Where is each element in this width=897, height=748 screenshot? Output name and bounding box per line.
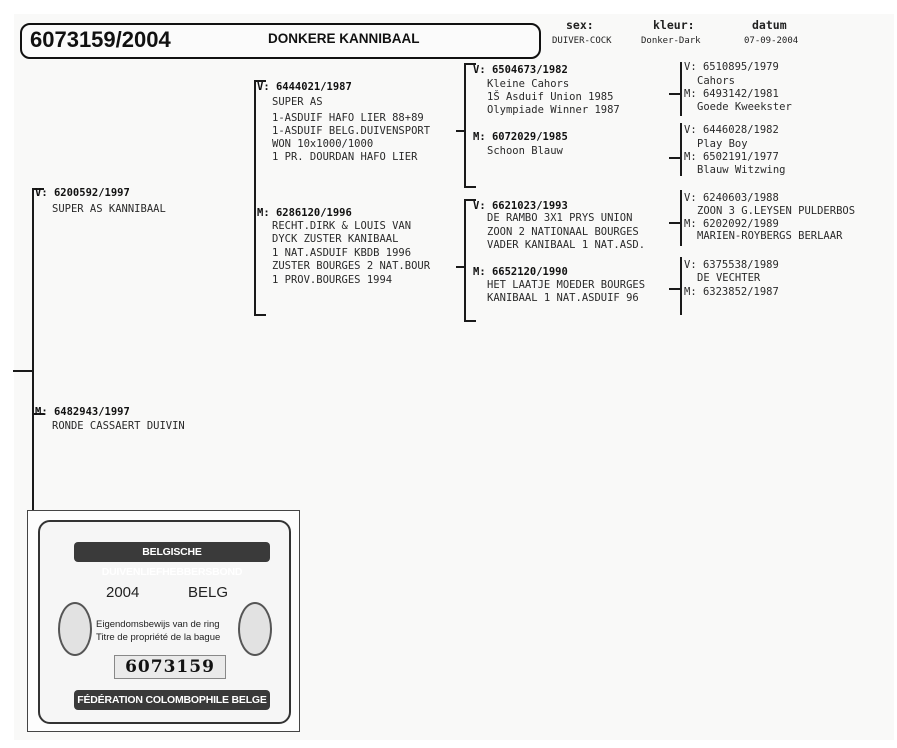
sire-dam-line: 1 PROV.BOURGES 1994 [272,274,393,286]
gen4-connector [669,222,681,224]
certificate-line-nl: Eigendomsbewijs van de ring [96,619,220,630]
mother-name: RONDE CASSAERT DUIVIN [52,420,185,432]
certificate-country: BELG [188,584,229,601]
gen2-bracket [254,80,256,316]
g3-ring: M: 6072029/1985 [473,131,568,143]
g3-line: DE RAMBO 3X1 PRYS UNION [487,212,633,224]
colour-value: Donker-Dark [641,36,701,46]
gen3-tick [464,320,476,322]
g3-line: VADER KANIBAAL 1 NAT.ASD. [487,239,646,251]
gen4-bracket [680,62,682,116]
date-label: datum [752,18,787,32]
gen3-connector [456,130,465,132]
colour-label: kleur: [653,18,695,32]
sire-sire-line: SUPER AS [272,96,323,108]
g3-line: Olympiade Winner 1987 [487,104,620,116]
sire-sire-ring: V: 6444021/1987 [257,81,352,93]
ring-certificate [27,510,300,732]
gen3-tick [464,186,476,188]
gen4-bracket [680,257,682,315]
gen4-bracket [680,190,682,246]
father-name: SUPER AS KANNIBAAL [52,203,166,215]
gen1-bracket [32,188,34,512]
g4-line: Play Boy [697,138,748,150]
g3-line: HET LAATJE MOEDER BOURGES [487,279,646,291]
father-ring: V: 6200592/1997 [35,187,130,199]
g4-ring: M: 6202092/1989 [684,218,779,230]
certificate-line-fr: Titre de propriété de la bague [96,632,221,643]
pigeon-name: DONKERE KANNIBAAL [268,31,420,46]
gen4-bracket [680,123,682,176]
certificate-frame [38,520,291,724]
g3-line: 1Š Asduif Union 1985 [487,91,614,103]
sire-sire-line: WON 10x1000/1000 [272,138,374,150]
sire-sire-line: 1-ASDUIF HAFO LIER 88+89 [272,112,424,124]
ring-number: 6073159/2004 [30,27,171,52]
sire-dam-line: ZUSTER BOURGES 2 NAT.BOUR [272,260,431,272]
gen4-connector [669,93,681,95]
g3-ring: M: 6652120/1990 [473,266,568,278]
g4-line: DE VECHTER [697,272,761,284]
top-banner: BELGISCHE DUIVENLIEFHEBBERSBOND [74,542,270,562]
g3-line: ZOON 2 NATIONAAL BOURGES [487,226,639,238]
bottom-banner: FÉDÉRATION COLOMBOPHILE BELGE [74,690,270,710]
certificate-year: 2004 [106,584,140,601]
certificate-number: 6073159 [114,655,226,679]
gen3-bracket-top [464,63,466,187]
g3-line: KANIBAAL 1 NAT.ASDUIF 96 [487,292,639,304]
g4-ring: M: 6493142/1981 [684,88,779,100]
g4-line: Cahors [697,75,735,87]
sire-dam-line: RECHT.DIRK & LOUIS VAN [272,220,412,232]
gen3-connector [456,266,465,268]
g4-line: ZOON 3 G.LEYSEN PULDERBOS [697,205,856,217]
date-value: 07-09-2004 [744,36,799,46]
gen2-tick-bottom [254,314,266,316]
g3-ring: V: 6621023/1993 [473,200,568,212]
g4-ring: M: 6502191/1977 [684,151,779,163]
g4-ring: V: 6375538/1989 [684,259,779,271]
g4-line: Goede Kweekster [697,101,792,113]
sex-value: DUIVER-COCK [552,36,612,46]
g4-line: MARIEN-ROYBERGS BERLAAR [697,230,843,242]
sire-dam-line: DYCK ZUSTER KANIBAAL [272,233,399,245]
g4-line: Blauw Witzwing [697,164,786,176]
sire-dam-ring: M: 6286120/1996 [257,207,352,219]
g3-line: Kleine Cahors [487,78,570,90]
gen4-connector [669,288,681,290]
g4-ring: V: 6240603/1988 [684,192,779,204]
gen4-connector [669,157,681,159]
g4-ring: V: 6446028/1982 [684,124,779,136]
sire-sire-line: 1-ASDUIF BELG.DUIVENSPORT [272,125,431,137]
g4-ring: V: 6510895/1979 [684,61,779,73]
ring-emblem-icon [58,602,92,656]
g3-ring: V: 6504673/1982 [473,64,568,76]
mother-ring: M: 6482943/1997 [35,406,130,418]
gen3-bracket-bottom [464,199,466,322]
g4-ring: M: 6323852/1987 [684,286,779,298]
sex-label: sex: [566,18,594,32]
gen1-connector [13,370,33,372]
g3-line: Schoon Blauw [487,145,563,157]
sire-sire-line: 1 PR. DOURDAN HAFO LIER [272,151,418,163]
sire-dam-line: 1 NAT.ASDUIF KBDB 1996 [272,247,412,259]
crown-emblem-icon [238,602,272,656]
